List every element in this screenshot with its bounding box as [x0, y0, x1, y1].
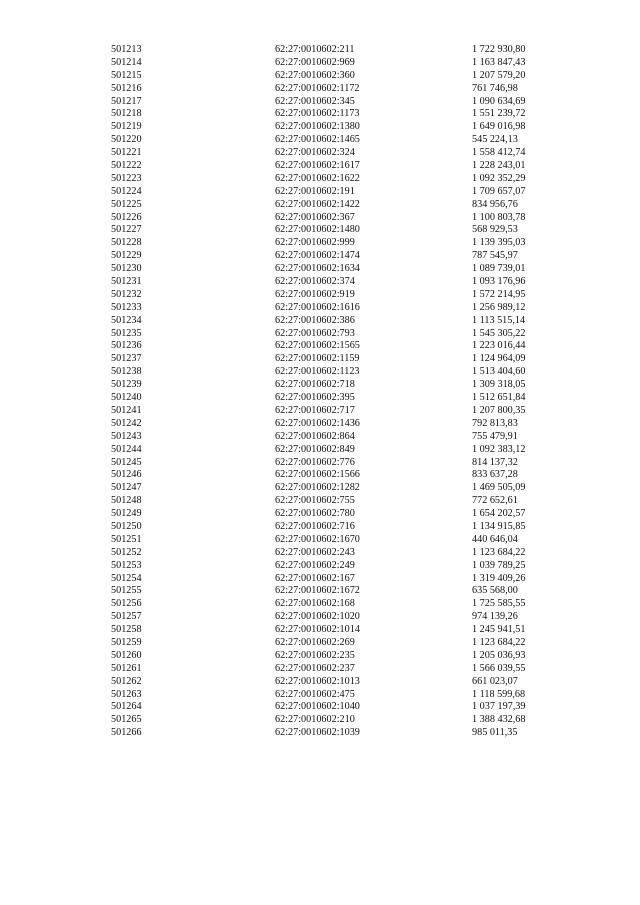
row-id-cell: 501247	[111, 482, 142, 494]
row-id-cell: 501219	[111, 121, 142, 133]
row-id-cell: 501253	[111, 559, 142, 571]
table-row	[111, 315, 551, 328]
row-id-cell: 501258	[111, 624, 142, 636]
table-row	[111, 521, 551, 534]
value-cell: 1 654 202,57	[472, 508, 526, 520]
cadastral-number-cell: 62:27:0010602:780	[275, 508, 355, 520]
value-cell: 1 039 789,25	[472, 559, 526, 571]
table-row	[111, 186, 551, 199]
value-cell: 814 137,32	[472, 456, 518, 468]
table-row	[111, 637, 551, 650]
row-id-cell: 501255	[111, 585, 142, 597]
table-row	[111, 199, 551, 212]
table-row	[111, 482, 551, 495]
row-id-cell: 501214	[111, 56, 142, 68]
value-cell: 1 558 412,74	[472, 147, 526, 159]
table-row	[111, 224, 551, 237]
value-cell: 1 163 847,43	[472, 56, 526, 68]
cadastral-number-cell: 62:27:0010602:716	[275, 520, 355, 532]
cadastral-number-cell: 62:27:0010602:793	[275, 327, 355, 339]
cadastral-number-cell: 62:27:0010602:864	[275, 430, 355, 442]
value-cell: 1 649 016,98	[472, 121, 526, 133]
cadastral-number-cell: 62:27:0010602:1672	[275, 585, 360, 597]
table-row	[111, 250, 551, 263]
value-cell: 661 023,07	[472, 675, 518, 687]
cadastral-number-cell: 62:27:0010602:1159	[275, 353, 360, 365]
table-row	[111, 289, 551, 302]
row-id-cell: 501252	[111, 546, 142, 558]
cadastral-number-cell: 62:27:0010602:1436	[275, 417, 360, 429]
row-id-cell: 501228	[111, 237, 142, 249]
row-id-cell: 501236	[111, 340, 142, 352]
row-id-cell: 501230	[111, 263, 142, 275]
value-cell: 1 725 585,55	[472, 598, 526, 610]
value-cell: 1 245 941,51	[472, 624, 526, 636]
value-cell: 1 113 515,14	[472, 314, 526, 326]
row-id-cell: 501224	[111, 185, 142, 197]
table-row	[111, 70, 551, 83]
row-id-cell: 501249	[111, 508, 142, 520]
table-row	[111, 418, 551, 431]
row-id-cell: 501244	[111, 443, 142, 455]
cadastral-number-cell: 62:27:0010602:1566	[275, 469, 360, 481]
cadastral-number-cell: 62:27:0010602:1020	[275, 611, 360, 623]
value-cell: 974 139,26	[472, 611, 518, 623]
cadastral-number-cell: 62:27:0010602:1634	[275, 263, 360, 275]
value-cell: 1 123 684,22	[472, 636, 526, 648]
table-row	[111, 237, 551, 250]
value-cell: 545 224,13	[472, 134, 518, 146]
value-cell: 440 646,04	[472, 533, 518, 545]
cadastral-number-cell: 62:27:0010602:755	[275, 495, 355, 507]
cadastral-number-cell: 62:27:0010602:1616	[275, 301, 360, 313]
cadastral-number-cell: 62:27:0010602:1172	[275, 82, 360, 94]
row-id-cell: 501229	[111, 250, 142, 262]
row-id-cell: 501225	[111, 198, 142, 210]
cadastral-number-cell: 62:27:0010602:345	[275, 95, 355, 107]
value-cell: 761 746,98	[472, 82, 518, 94]
table-row	[111, 495, 551, 508]
row-id-cell: 501239	[111, 379, 142, 391]
value-cell: 1 118 599,68	[472, 688, 526, 700]
row-id-cell: 501231	[111, 276, 142, 288]
value-cell: 1 309 318,05	[472, 379, 526, 391]
cadastral-number-cell: 62:27:0010602:386	[275, 314, 355, 326]
table-row	[111, 353, 551, 366]
table-row	[111, 457, 551, 470]
value-cell: 1 223 016,44	[472, 340, 526, 352]
row-id-cell: 501235	[111, 327, 142, 339]
table-row	[111, 560, 551, 573]
cadastral-number-cell: 62:27:0010602:1173	[275, 108, 360, 120]
row-id-cell: 501220	[111, 134, 142, 146]
value-cell: 1 090 634,69	[472, 95, 526, 107]
table-row	[111, 160, 551, 173]
cadastral-number-cell: 62:27:0010602:1565	[275, 340, 360, 352]
value-cell: 1 207 579,20	[472, 69, 526, 81]
value-cell: 1 388 432,68	[472, 714, 526, 726]
value-cell: 1 722 930,80	[472, 44, 526, 55]
cadastral-number-cell: 62:27:0010602:395	[275, 392, 355, 404]
row-id-cell: 501248	[111, 495, 142, 507]
value-cell: 1 572 214,95	[472, 288, 526, 300]
cadastral-number-cell: 62:27:0010602:360	[275, 69, 355, 81]
row-id-cell: 501234	[111, 314, 142, 326]
table-row	[111, 534, 551, 547]
cadastral-number-cell: 62:27:0010602:168	[275, 598, 355, 610]
cadastral-number-cell: 62:27:0010602:235	[275, 649, 355, 661]
cadastral-number-cell: 62:27:0010602:718	[275, 379, 355, 391]
value-cell: 1 709 657,07	[472, 185, 526, 197]
value-cell: 568 929,53	[472, 224, 518, 236]
cadastral-number-cell: 62:27:0010602:1670	[275, 533, 360, 545]
value-cell: 1 089 739,01	[472, 263, 526, 275]
value-cell: 1 092 352,29	[472, 172, 526, 184]
value-cell: 1 545 305,22	[472, 327, 526, 339]
row-id-cell: 501262	[111, 675, 142, 687]
data-table	[111, 44, 551, 740]
cadastral-number-cell: 62:27:0010602:210	[275, 714, 355, 726]
row-id-cell: 501226	[111, 211, 142, 223]
cadastral-number-cell: 62:27:0010602:776	[275, 456, 355, 468]
table-row	[111, 328, 551, 341]
cadastral-number-cell: 62:27:0010602:1039	[275, 727, 360, 739]
table-row	[111, 611, 551, 624]
table-row	[111, 727, 551, 740]
cadastral-number-cell: 62:27:0010602:1013	[275, 675, 360, 687]
value-cell: 1 512 651,84	[472, 392, 526, 404]
table-row	[111, 212, 551, 225]
value-cell: 1 134 915,85	[472, 520, 526, 532]
cadastral-number-cell: 62:27:0010602:475	[275, 688, 355, 700]
table-row	[111, 444, 551, 457]
table-row	[111, 598, 551, 611]
row-id-cell: 501215	[111, 69, 142, 81]
row-id-cell: 501261	[111, 662, 142, 674]
value-cell: 635 568,00	[472, 585, 518, 597]
table-row	[111, 83, 551, 96]
table-row	[111, 96, 551, 109]
cadastral-number-cell: 62:27:0010602:211	[275, 44, 355, 55]
table-row	[111, 366, 551, 379]
row-id-cell: 501264	[111, 701, 142, 713]
table-row	[111, 701, 551, 714]
value-cell: 833 637,28	[472, 469, 518, 481]
row-id-cell: 501254	[111, 572, 142, 584]
value-cell: 787 545,97	[472, 250, 518, 262]
table-row	[111, 585, 551, 598]
cadastral-number-cell: 62:27:0010602:1622	[275, 172, 360, 184]
row-id-cell: 501265	[111, 714, 142, 726]
row-id-cell: 501256	[111, 598, 142, 610]
row-id-cell: 501243	[111, 430, 142, 442]
table-row	[111, 379, 551, 392]
value-cell: 1 124 964,09	[472, 353, 526, 365]
row-id-cell: 501251	[111, 533, 142, 545]
row-id-cell: 501245	[111, 456, 142, 468]
row-id-cell: 501260	[111, 649, 142, 661]
value-cell: 1 139 395,03	[472, 237, 526, 249]
row-id-cell: 501218	[111, 108, 142, 120]
row-id-cell: 501232	[111, 288, 142, 300]
value-cell: 1 123 684,22	[472, 546, 526, 558]
value-cell: 772 652,61	[472, 495, 518, 507]
cadastral-number-cell: 62:27:0010602:999	[275, 237, 355, 249]
row-id-cell: 501257	[111, 611, 142, 623]
row-id-cell: 501238	[111, 366, 142, 378]
table-row	[111, 573, 551, 586]
value-cell: 834 956,76	[472, 198, 518, 210]
table-row	[111, 676, 551, 689]
cadastral-number-cell: 62:27:0010602:1380	[275, 121, 360, 133]
row-id-cell: 501263	[111, 688, 142, 700]
row-id-cell: 501216	[111, 82, 142, 94]
table-row	[111, 624, 551, 637]
row-id-cell: 501233	[111, 301, 142, 313]
value-cell: 1 207 800,35	[472, 404, 526, 416]
table-row	[111, 147, 551, 160]
row-id-cell: 501240	[111, 392, 142, 404]
cadastral-number-cell: 62:27:0010602:374	[275, 276, 355, 288]
cadastral-number-cell: 62:27:0010602:849	[275, 443, 355, 455]
table-row	[111, 508, 551, 521]
cadastral-number-cell: 62:27:0010602:367	[275, 211, 355, 223]
row-id-cell: 501223	[111, 172, 142, 184]
value-cell: 985 011,35	[472, 727, 518, 739]
value-cell: 792 813,83	[472, 417, 518, 429]
table-row	[111, 392, 551, 405]
cadastral-number-cell: 62:27:0010602:1014	[275, 624, 360, 636]
value-cell: 1 037 197,39	[472, 701, 526, 713]
cadastral-number-cell: 62:27:0010602:324	[275, 147, 355, 159]
row-id-cell: 501237	[111, 353, 142, 365]
cadastral-number-cell: 62:27:0010602:1123	[275, 366, 360, 378]
value-cell: 1 513 404,60	[472, 366, 526, 378]
value-cell: 1 092 383,12	[472, 443, 526, 455]
cadastral-number-cell: 62:27:0010602:237	[275, 662, 355, 674]
table-row	[111, 689, 551, 702]
table-row	[111, 134, 551, 147]
row-id-cell: 501266	[111, 727, 142, 739]
table-row	[111, 108, 551, 121]
cadastral-number-cell: 62:27:0010602:969	[275, 56, 355, 68]
cadastral-number-cell: 62:27:0010602:1465	[275, 134, 360, 146]
value-cell: 1 551 239,72	[472, 108, 526, 120]
row-id-cell: 501213	[111, 44, 142, 55]
table-row	[111, 405, 551, 418]
value-cell: 755 479,91	[472, 430, 518, 442]
value-cell: 1 100 803,78	[472, 211, 526, 223]
table-row	[111, 173, 551, 186]
table-row	[111, 650, 551, 663]
cadastral-number-cell: 62:27:0010602:249	[275, 559, 355, 571]
table-row	[111, 663, 551, 676]
value-cell: 1 256 989,12	[472, 301, 526, 313]
cadastral-number-cell: 62:27:0010602:191	[275, 185, 355, 197]
row-id-cell: 501222	[111, 160, 142, 172]
row-id-cell: 501241	[111, 404, 142, 416]
cadastral-number-cell: 62:27:0010602:1282	[275, 482, 360, 494]
cadastral-number-cell: 62:27:0010602:167	[275, 572, 355, 584]
table-row	[111, 121, 551, 134]
row-id-cell: 501217	[111, 95, 142, 107]
table-row	[111, 276, 551, 289]
cadastral-number-cell: 62:27:0010602:717	[275, 404, 355, 416]
row-id-cell: 501246	[111, 469, 142, 481]
table-row	[111, 57, 551, 70]
value-cell: 1 205 036,93	[472, 649, 526, 661]
table-row	[111, 263, 551, 276]
cadastral-number-cell: 62:27:0010602:243	[275, 546, 355, 558]
value-cell: 1 228 243,01	[472, 160, 526, 172]
cadastral-number-cell: 62:27:0010602:919	[275, 288, 355, 300]
cadastral-number-cell: 62:27:0010602:1480	[275, 224, 360, 236]
table-row	[111, 340, 551, 353]
cadastral-number-cell: 62:27:0010602:1422	[275, 198, 360, 210]
table-row	[111, 44, 551, 57]
table-row	[111, 547, 551, 560]
cadastral-number-cell: 62:27:0010602:1040	[275, 701, 360, 713]
cadastral-number-cell: 62:27:0010602:1474	[275, 250, 360, 262]
table-row	[111, 714, 551, 727]
value-cell: 1 093 176,96	[472, 276, 526, 288]
value-cell: 1 566 039,55	[472, 662, 526, 674]
row-id-cell: 501250	[111, 520, 142, 532]
row-id-cell: 501227	[111, 224, 142, 236]
table-row	[111, 469, 551, 482]
row-id-cell: 501221	[111, 147, 142, 159]
row-id-cell: 501242	[111, 417, 142, 429]
cadastral-number-cell: 62:27:0010602:269	[275, 636, 355, 648]
table-row	[111, 302, 551, 315]
value-cell: 1 469 505,09	[472, 482, 526, 494]
table-row	[111, 431, 551, 444]
row-id-cell: 501259	[111, 636, 142, 648]
cadastral-number-cell: 62:27:0010602:1617	[275, 160, 360, 172]
value-cell: 1 319 409,26	[472, 572, 526, 584]
